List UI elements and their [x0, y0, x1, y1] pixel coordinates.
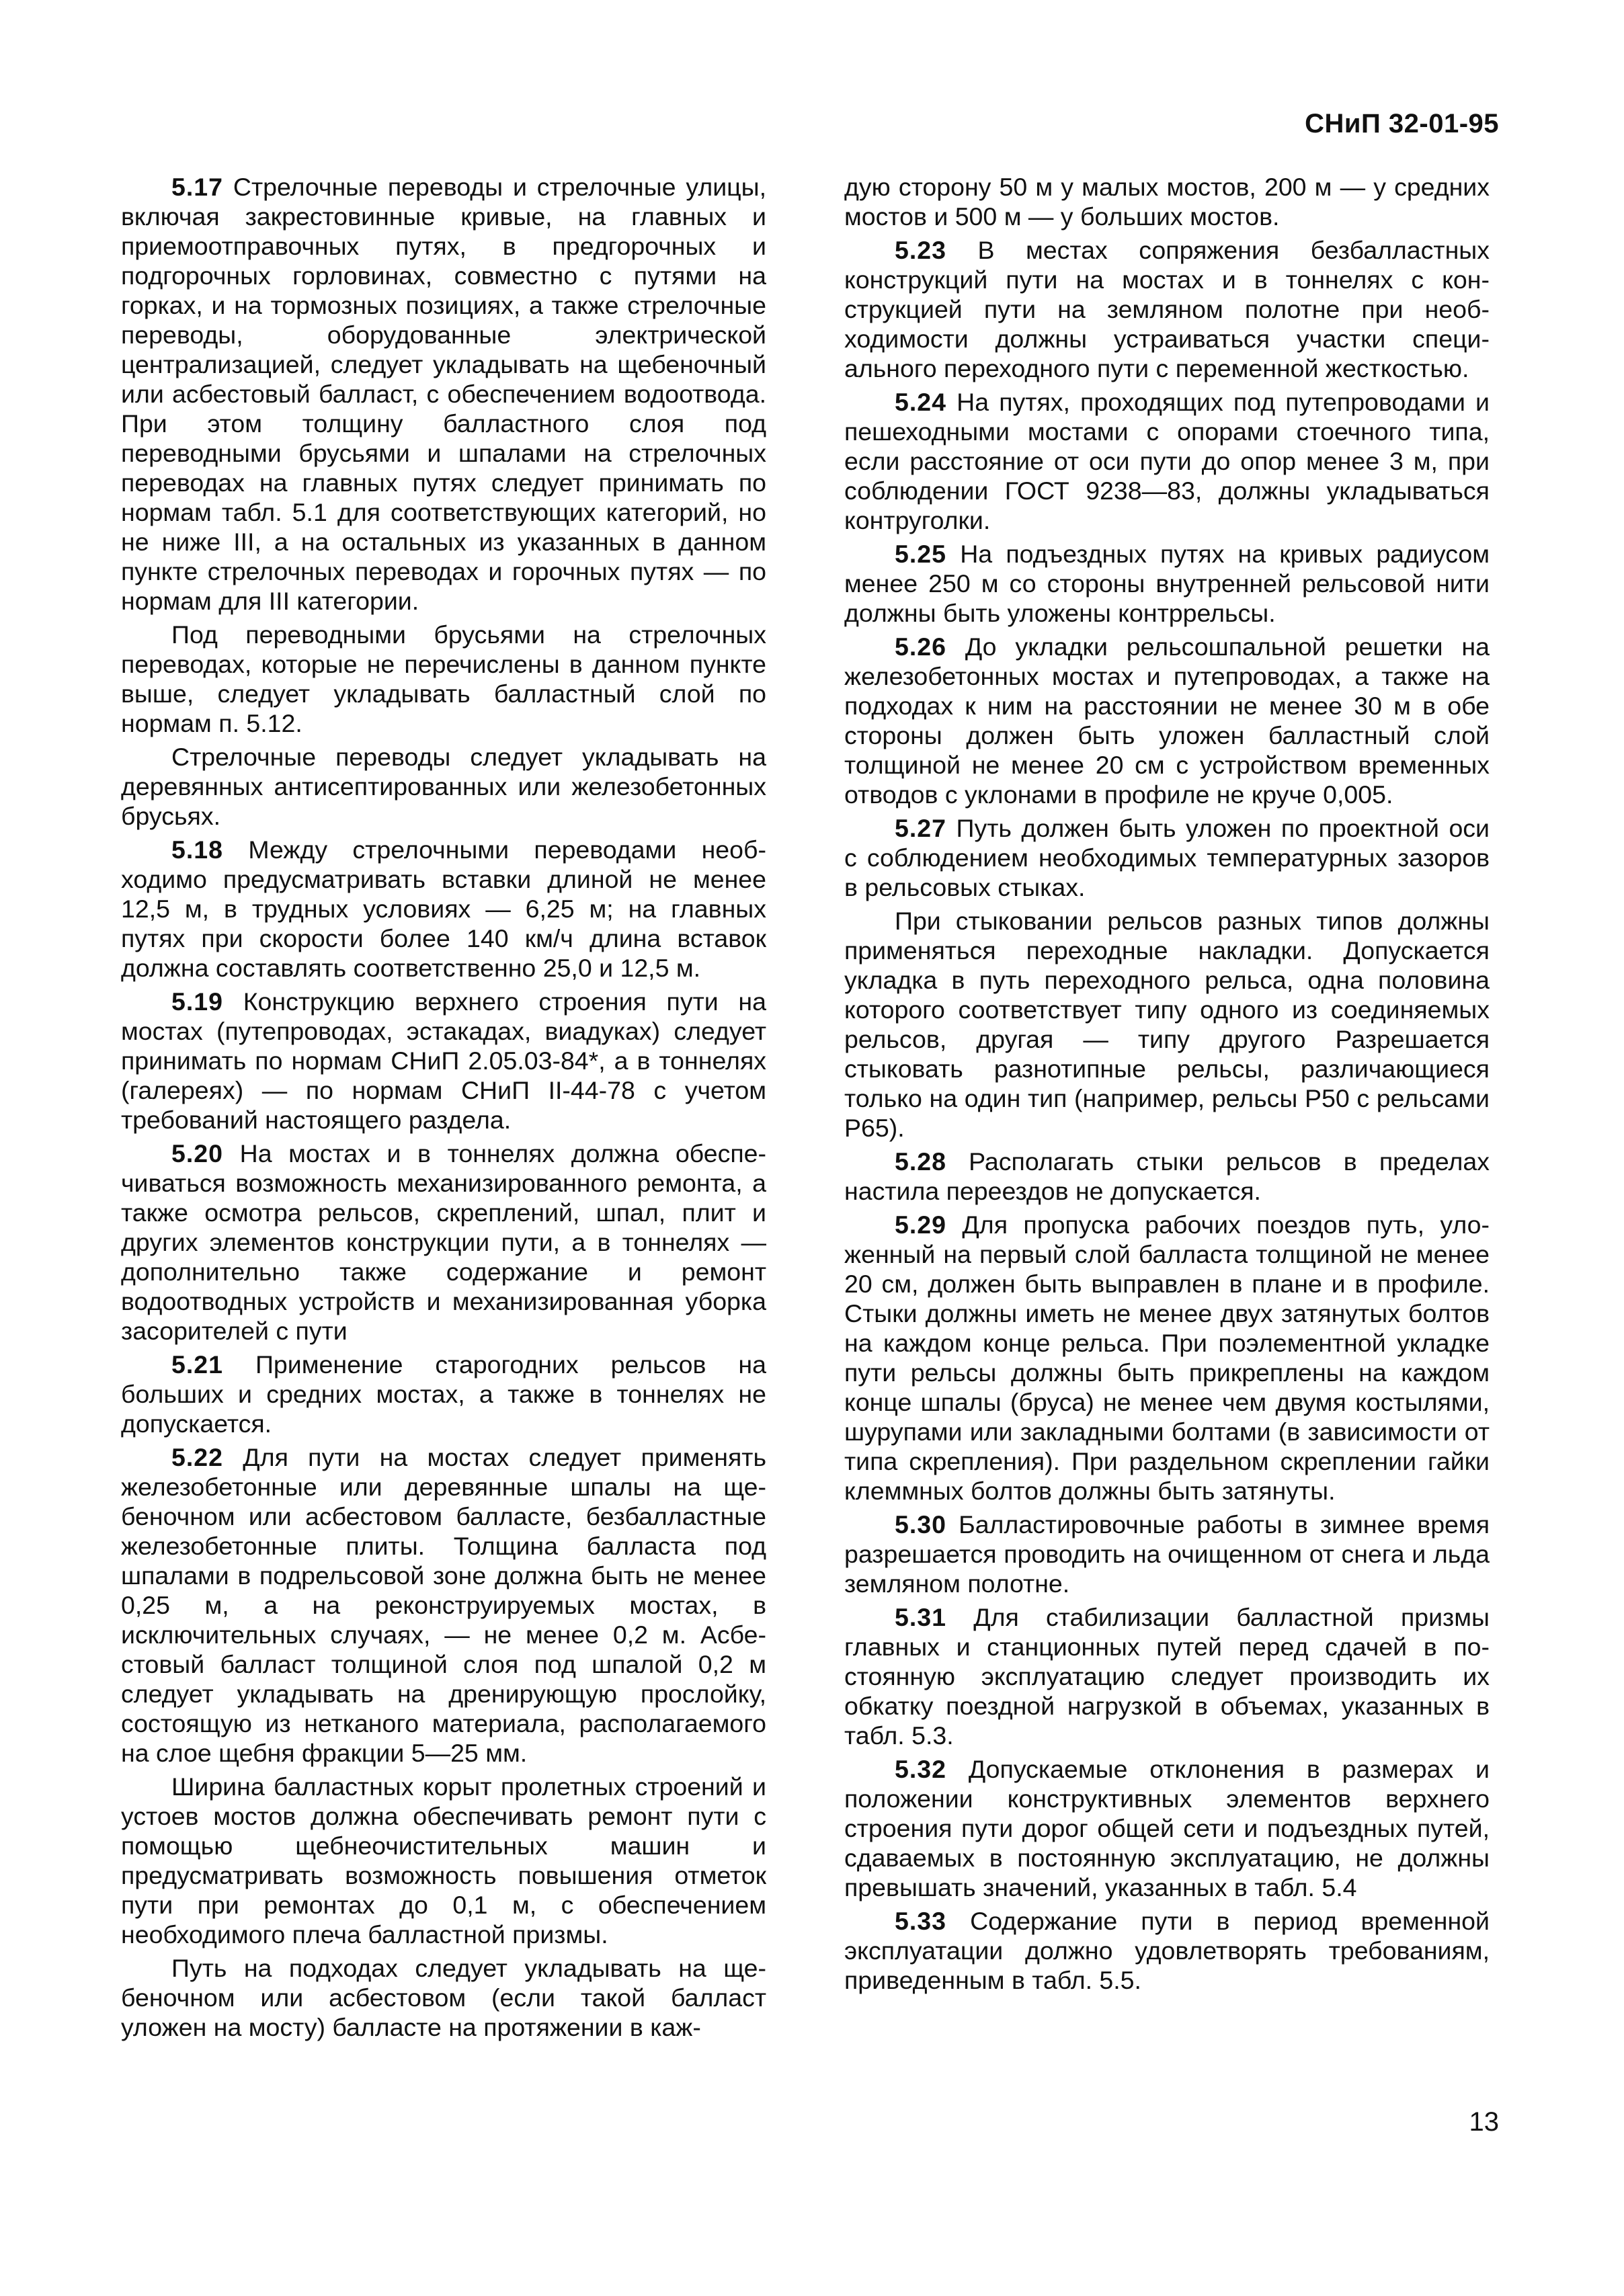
clause-number: 5.33	[895, 1907, 946, 1935]
paragraph	[121, 620, 766, 738]
paragraph-text: Располагать стыки рельсов в пределах настила переездов не допускается.	[844, 1147, 1490, 1205]
paragraph	[121, 172, 766, 616]
paragraph-text: Ширина балластных корыт пролетных строений и устоев мостов должна обеспечивать ремонт пути с помощью щебнеочистительных машин и предусматривать возможность повышения отметок пути при ремонтах до 0,1 м, с обеспечением необходимого плеча балластной призмы.	[121, 1772, 766, 1949]
paragraph	[844, 1510, 1490, 1598]
paragraph-text: дую сторону 50 м у малых мостов, 200 м — у средних мостов и 500 м — у больших мостов.	[844, 173, 1490, 231]
paragraph	[121, 1139, 766, 1346]
clause-number: 5.23	[895, 236, 946, 264]
clause-number: 5.29	[895, 1211, 946, 1239]
paragraph-text: Стрелочные переводы и стрелочные улицы, включая закрестовинные кривые, на главных и приемоотправочных путях, в предгорочных и подгорочных горловинах, совместно с путями на горках, и на тормозных позициях, а также стрелочные переводы, оборудованные электрической централизацией, следует укладывать на щебеночный или асбестовый балласт, с обеспечением водоотвода. При этом толщину балластного слоя под переводными брусьями и шпалами на стрелочных переводах на главных путях следует принимать по нормам табл. 5.1 для соответствующих категорий, но не ниже III, а на остальных из указанных в данном пункте стрелочных переводах и горочных путях — по нормам для III категории.	[121, 173, 766, 615]
clause-number: 5.21	[171, 1350, 223, 1379]
clause-number: 5.17	[171, 173, 223, 201]
right-text-column	[844, 172, 1490, 1999]
paragraph	[844, 906, 1490, 1143]
page-number: 13	[1469, 2107, 1499, 2137]
clause-number: 5.22	[171, 1443, 223, 1471]
paragraph	[844, 235, 1490, 383]
paragraph-text: В местах сопряжения безбалластных конструкций пути на мостах и в тоннелях с конструкцией пути на земляном полотне при необходимости должны устраиваться участки специального переходного пути с переменной жесткостью.	[844, 236, 1490, 382]
paragraph-text: Между стрелочными переводами необходимо предусматривать вставки длиной не менее 12,5 м, в трудных условиях — 6,25 м; на главных путях при скорости более 140 км/ч длина вставок должна составлять соответственно 25,0 и 12,5 м.	[121, 835, 766, 982]
paragraph-text: Для пути на мостах следует применять железобетонные или деревянные шпалы на щебеночном или асбестовом балласте, безбалластные железобетонные плиты. Толщина балласта под шпалами в подрельсовой зоне должна быть не менее 0,25 м, а на реконструируемых мостах, в исключительных случаях, — не менее 0,2 м. Асбестовый балласт толщиной слоя под шпалой 0,2 м следует укладывать на дренирующую прослойку, состоящую из нетканого материала, располагаемого на слое щебня фракции 5—25 мм.	[121, 1443, 766, 1767]
paragraph-text: Для пропуска рабочих поездов путь, уложенный на первый слой балласта толщиной не менее 20 см, должен быть выправлен в плане и в профиле. Стыки должны иметь не менее двух затянутых болтов на каждом конце рельса. При поэлементной укладке пути рельсы должны быть прикреплены на каждом конце шпалы (бруса) не менее чем двумя костылями, шурупами или закладными болтами (в зависимости от типа скрепления). При раздельном скреплении гайки клеммных болтов должны быть затянуты.	[844, 1211, 1490, 1505]
paragraph	[844, 813, 1490, 902]
paragraph	[121, 987, 766, 1135]
paragraph	[121, 1442, 766, 1768]
paragraph	[844, 172, 1490, 231]
clause-number: 5.26	[895, 632, 946, 661]
paragraph-text: При стыковании рельсов разных типов должны применяться переходные накладки. Допускается укладка в путь переходного рельса, одна половина которого соответствует типу одного из соединяемых рельсов, другая — типу другого Разрешается стыковать разнотипные рельсы, различающиеся только на один тип (например, рельсы Р50 с рельсами Р65).	[844, 907, 1490, 1142]
paragraph-text: Под переводными брусьями на стрелочных переводах, которые не перечислены в данном пункте выше, следует укладывать балластный слой по нормам п. 5.12.	[121, 620, 766, 737]
clause-number: 5.30	[895, 1510, 946, 1539]
clause-number: 5.27	[895, 814, 946, 842]
paragraph	[844, 1147, 1490, 1206]
left-text-column	[121, 172, 766, 2046]
paragraph-text: На путях, проходящих под путепроводами и пешеходными мостами с опорами стоечного типа, если расстояние от оси пути до опор менее 3 м, при соблюдении ГОСТ 9238—83, должны укладываться контруголки.	[844, 388, 1490, 534]
paragraph	[844, 1754, 1490, 1902]
clause-number: 5.28	[895, 1147, 946, 1176]
clause-number: 5.20	[171, 1139, 223, 1167]
paragraph	[121, 1953, 766, 2042]
clause-number: 5.19	[171, 987, 223, 1016]
paragraph	[844, 387, 1490, 535]
paragraph	[121, 1772, 766, 1949]
paragraph-text: Конструкцию верхнего строения пути на мостах (путепроводах, эстакадах, виадуках) следует принимать по нормам СНиП 2.05.03-84*, а в тоннелях (галереях) — по нормам СНиП II-44-78 с учетом требований настоящего раздела.	[121, 987, 766, 1134]
paragraph-text: Путь должен быть уложен по проектной оси с соблюдением необходимых температурных зазоров в рельсовых стыках.	[844, 814, 1490, 901]
clause-number: 5.18	[171, 835, 223, 864]
paragraph-text: Применение старогодних рельсов на больших и средних мостах, а также в тоннелях не допускается.	[121, 1350, 766, 1438]
paragraph	[844, 1602, 1490, 1750]
paragraph	[121, 742, 766, 831]
document-code-header: СНиП 32-01-95	[1305, 109, 1499, 138]
clause-number: 5.25	[895, 540, 946, 568]
paragraph	[844, 632, 1490, 809]
clause-number: 5.32	[895, 1755, 946, 1783]
paragraph	[844, 1906, 1490, 1995]
paragraph-text: На мостах и в тоннелях должна обеспечиваться возможность механизированного ремонта, а также осмотра рельсов, скреплений, шпал, плит и других элементов конструкции пути, а в тоннелях — дополнительно также содержание и ремонт водоотводных устройств и механизированная уборка засорителей с пути	[121, 1139, 766, 1345]
paragraph-text: Балластировочные работы в зимнее время разрешается проводить на очищенном от снега и льда земляном полотне.	[844, 1510, 1490, 1598]
paragraph	[844, 539, 1490, 628]
paragraph-text: Для стабилизации балластной призмы главных и станционных путей перед сдачей в постоянную эксплуатацию следует производить их обкатку поездной нагрузкой в объемах, указанных в табл. 5.3.	[844, 1603, 1490, 1750]
paragraph-text: На подъездных путях на кривых радиусом менее 250 м со стороны внутренней рельсовой нити должны быть уложены контррельсы.	[844, 540, 1490, 627]
paragraph-text: Допускаемые отклонения в размерах и положении конструктивных элементов верхнего строения пути дорог общей сети и подъездных путей, сдаваемых в постоянную эксплуатацию, не должны превышать значений, указанных в табл. 5.4	[844, 1755, 1490, 1901]
paragraph-text: До укладки рельсошпальной решетки на железобетонных мостах и путепроводах, а также на подходах к ним на расстоянии не менее 30 м в обе стороны должен быть уложен балластный слой толщиной не менее 20 см с устройством временных отводов с уклонами в профиле не круче 0,005.	[844, 632, 1490, 809]
paragraph-text: Содержание пути в период временной эксплуатации должно удовлетворять требованиям, приведенным в табл. 5.5.	[844, 1907, 1490, 1994]
clause-number: 5.31	[895, 1603, 946, 1631]
paragraph-text: Путь на подходах следует укладывать на щебеночном или асбестовом (если такой балласт уложен на мосту) балласте на протяжении в каж-	[121, 1954, 766, 2041]
paragraph	[844, 1210, 1490, 1506]
paragraph-text: Стрелочные переводы следует укладывать на деревянных антисептированных или железобетонных брусьях.	[121, 743, 766, 830]
paragraph	[121, 1350, 766, 1438]
paragraph	[121, 835, 766, 983]
clause-number: 5.24	[895, 388, 946, 416]
